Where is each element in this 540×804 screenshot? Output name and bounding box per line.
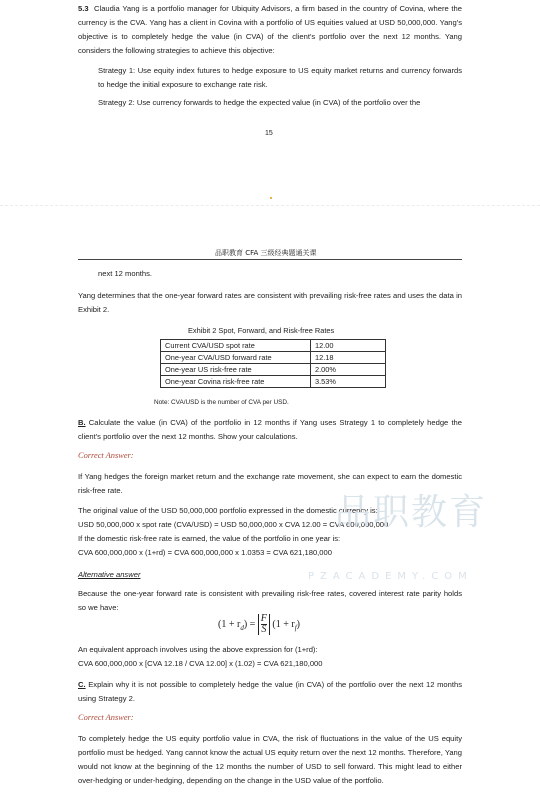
answer-c-paragraph: To completely hedge the US equity portfolio value in CVA, the risk of fluctuations in the value of the US equity portfolio must be hedged. Yang cannot know the actual US equity return over the next 12 months. Therefore, Yang would not know at the beginning of the 12 months the number of USD to sell forward. This might lead to either over-hedging or under-hedging, depending on the change in the USD value of the portfolio. <box>78 734 462 785</box>
exhibit-title: Exhibit 2 Spot, Forward, and Risk-free Rates <box>188 326 335 335</box>
correct-answer-label-c: Correct Answer: <box>78 713 134 722</box>
table-row <box>161 352 386 364</box>
page-header: 品职教育 CFA 三级经典题通关课 <box>215 249 317 257</box>
exhibit-table <box>160 339 386 388</box>
exhibit-note: Note: CVA/USD is the number of CVA per USD. <box>154 399 289 406</box>
correct-answer-label-b: Correct Answer: <box>78 451 134 460</box>
question-b: B. Calculate the value (in CVA) of the portfolio in 12 months if Yang uses Strategy 1 to completely hedge the client's portfolio over the next 12 months. Show your calculations. <box>78 418 462 441</box>
table-row <box>161 340 386 352</box>
table-cell-label: Current CVA/USD spot rate <box>161 340 311 352</box>
alternative-answer-label: Alternative answer <box>78 570 141 579</box>
header-rule <box>78 259 462 260</box>
question-b-label: B. <box>78 418 86 427</box>
strategy-1: Strategy 1: Use equity index futures to hedge exposure to US equity market returns and currency forwards to hedge the initial exposure to exchange rate risk. <box>98 66 462 89</box>
answer-b-line-3: If the domestic risk-free rate is earned, the value of the portfolio in one year is: <box>78 534 341 543</box>
table-row <box>161 376 386 388</box>
question-c-label: C. <box>78 680 86 689</box>
watermark-chinese: 品职教育 <box>335 492 488 533</box>
table-cell-value: 12.00 <box>311 340 386 352</box>
alternative-answer-text: Because the one-year forward rate is consistent with prevailing risk-free rates, covered interest rate parity holds so we have: <box>78 589 462 612</box>
page-break-marker <box>270 197 272 199</box>
forward-spot-fraction: $\frac{F}{S}$ <box>258 614 270 635</box>
page-divider <box>0 205 540 206</box>
strategy-2: Strategy 2: Use currency forwards to hedge the expected value (in CVA) of the portfolio over the <box>98 98 421 107</box>
equivalent-line-1: An equivalent approach involves using the above expression for (1+rd): <box>78 645 318 654</box>
continuation-text: next 12 months. <box>98 269 153 278</box>
answer-b-paragraph: If Yang hedges the foreign market return and the exchange rate movement, she can expect to earn the domestic risk-free rate. <box>78 472 462 495</box>
table-cell-value: 2.00% <box>311 364 386 376</box>
question-number: 5.3 <box>78 4 89 13</box>
answer-b-line-2: USD 50,000,000 x spot rate (CVA/USD) = USD 50,000,000 x CVA 12.00 = CVA 600,000,000 <box>78 520 389 529</box>
forward-rates-text: Yang determines that the one-year forward rates are consistent with prevailing risk-free rates and uses the data in Exhibit 2. <box>78 291 462 314</box>
question-c: C. Explain why it is not possible to completely hedge the value (in CVA) of the portfolio over the next 12 months using Strategy 2. <box>78 680 462 703</box>
table-cell-label: One-year US risk-free rate <box>161 364 311 376</box>
equivalent-line-2: CVA 600,000,000 x [CVA 12.18 / CVA 12.00] x (1.02) = CVA 621,180,000 <box>78 659 323 668</box>
interest-parity-formula: $(1 + r_d)$ = $\frac{F}{S}$ $(1 + r_f)$ <box>218 613 301 635</box>
table-row <box>161 364 386 376</box>
page-number: 15 <box>265 130 273 137</box>
answer-b-line-1: The original value of the USD 50,000,000 portfolio expressed in the domestic currency is: <box>78 506 378 515</box>
table-cell-value: 3.53% <box>311 376 386 388</box>
watermark-english: PZACADEMY.COM <box>308 571 473 582</box>
question-intro: 5.3 Claudia Yang is a portfolio manager for Ubiquity Advisors, a firm based in the country of Covina, where the currency is the CVA. Yang has a client in Covina with a portfolio of US equities valued at USD 50,000,000. Yang's objective is to completely hedge the value (in CVA) of the client's portfolio over the next 12 months. Yang considers the following strategies to achieve this objective: <box>78 4 462 55</box>
table-cell-label: One-year Covina risk-free rate <box>161 376 311 388</box>
table-cell-label: One-year CVA/USD forward rate <box>161 352 311 364</box>
table-cell-value: 12.18 <box>311 352 386 364</box>
answer-b-line-4: CVA 600,000,000 x (1+rd) = CVA 600,000,000 x 1.0353 = CVA 621,180,000 <box>78 548 332 557</box>
